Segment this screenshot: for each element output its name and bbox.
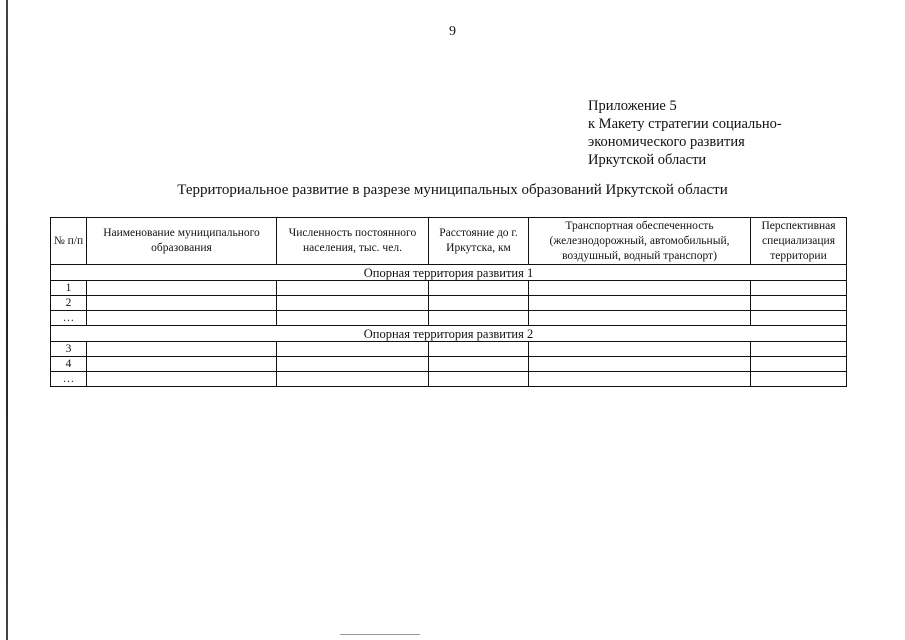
- row-number: 2: [51, 296, 87, 311]
- scan-edge-bottom: [340, 634, 420, 635]
- table-cell: [87, 342, 277, 357]
- table-row: [51, 342, 847, 357]
- row-number: 3: [51, 342, 87, 357]
- appendix-line: Приложение 5: [588, 98, 677, 114]
- table-cell: [277, 296, 429, 311]
- scan-edge: [6, 0, 8, 640]
- section-title: Опорная территория развития 2: [51, 326, 847, 342]
- table-row: [51, 281, 847, 296]
- table-cell: [529, 311, 751, 326]
- table-cell: [429, 372, 529, 387]
- table-cell: [87, 357, 277, 372]
- table-cell: [429, 342, 529, 357]
- appendix-line: к Макету стратегии социально-: [588, 116, 782, 132]
- table-cell: [529, 342, 751, 357]
- table-cell: [277, 342, 429, 357]
- table-cell: [429, 296, 529, 311]
- table-cell: [529, 372, 751, 387]
- appendix-line: экономического развития: [588, 134, 745, 150]
- table-cell: [87, 372, 277, 387]
- table-row: [51, 357, 847, 372]
- table-row: [51, 372, 847, 387]
- row-number: …: [51, 372, 87, 387]
- appendix-line: Иркутской области: [588, 152, 707, 168]
- page-number: 9: [449, 24, 456, 39]
- table-cell: [751, 281, 847, 296]
- header-cell-name: Наименование муниципального образования: [87, 218, 277, 265]
- header-cell-transport: Транспортная обеспеченность (железнодорожный, автомобильный, воздушный, водный транспорт): [529, 218, 751, 265]
- table-cell: [277, 281, 429, 296]
- table-cell: [751, 372, 847, 387]
- document-title: Территориальное развитие в разрезе муниципальных образований Иркутской области: [177, 182, 728, 198]
- header-cell-number: № п/п: [51, 218, 87, 265]
- table-cell: [529, 296, 751, 311]
- table-cell: [529, 357, 751, 372]
- header-cell-distance: Расстояние до г. Иркутска, км: [429, 218, 529, 265]
- table-cell: [87, 281, 277, 296]
- row-number: 1: [51, 281, 87, 296]
- table-cell: [87, 296, 277, 311]
- table-cell: [277, 372, 429, 387]
- table-cell: [277, 357, 429, 372]
- section-row: [51, 265, 847, 281]
- header-cell-specialization: Перспективная специализация территории: [751, 218, 847, 265]
- appendix-note: [588, 97, 782, 169]
- section-row: [51, 326, 847, 342]
- territory-table: [50, 217, 847, 387]
- header-cell-population: Численность постоянного населения, тыс. чел.: [277, 218, 429, 265]
- table-cell: [277, 311, 429, 326]
- row-number: …: [51, 311, 87, 326]
- table-cell: [751, 357, 847, 372]
- table-cell: [751, 311, 847, 326]
- table-cell: [429, 357, 529, 372]
- table-cell: [751, 342, 847, 357]
- table-row: [51, 311, 847, 326]
- table-row: [51, 296, 847, 311]
- table-cell: [429, 281, 529, 296]
- section-title: Опорная территория развития 1: [51, 265, 847, 281]
- table-cell: [429, 311, 529, 326]
- table-cell: [87, 311, 277, 326]
- row-number: 4: [51, 357, 87, 372]
- table-header-row: [51, 218, 847, 265]
- table-cell: [529, 281, 751, 296]
- table-cell: [751, 296, 847, 311]
